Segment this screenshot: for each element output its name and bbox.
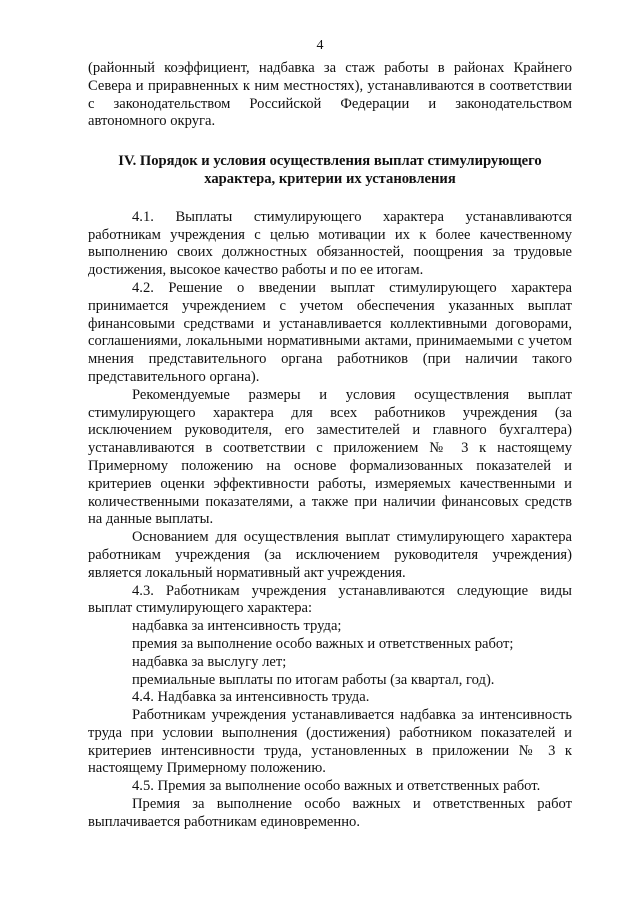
- paragraph-bonus: Премия за выполнение особо важных и ответственных работ выплачивается работникам единовременно.: [88, 796, 572, 830]
- paragraph-4-5: 4.5. Премия за выполнение особо важных и ответственных работ.: [132, 778, 541, 795]
- paragraph-recommended: Рекомендуемые размеры и условия осуществления выплат стимулирующего характера для всех работников учреждения (за исключением руководителя, его заместителей и главного бухгалтера) устанавливаются в соответствии с приложением № 3 к настоящему Примерному положению на основе формализованных показателей и критериев оценки эффективности работы, измеряемых качественными и количественными показателями, а также при наличии финансовых средств на данные выплаты.: [88, 386, 572, 528]
- list-item: премия за выполнение особо важных и ответственных работ;: [132, 635, 514, 652]
- document-body: [88, 60, 572, 832]
- paragraph-4-3: 4.3. Работникам учреждения устанавливаются следующие виды выплат стимулирующего характера:: [88, 582, 572, 617]
- section-heading: IV. Порядок и условия осуществления выплат стимулирующего характера, критерии их установления: [118, 153, 542, 187]
- list-item: надбавка за выслугу лет;: [132, 653, 287, 670]
- page-number: 4: [316, 38, 324, 53]
- paragraph-4-4: 4.4. Надбавка за интенсивность труда.: [132, 689, 370, 706]
- paragraph-4-2: 4.2. Решение о введении выплат стимулирующего характера принимается учреждением с учетом обеспечения указанных выплат финансовыми средствами и устанавливается коллективными договорами, соглашениями, локальными нормативными актами, принимаемыми с учетом мнения представительного органа работников (при наличии такого представительного органа).: [88, 279, 572, 385]
- paragraph-4-1: 4.1. Выплаты стимулирующего характера устанавливаются работникам учреждения с целью мотивации их к более качественному выполнению своих должностных обязанностей, поощрения за трудовые достижения, высокое качество работы и по ее итогам.: [88, 208, 572, 279]
- intro-paragraph: (районный коэффициент, надбавка за стаж работы в районах Крайнего Севера и приравненных к ним местностях), устанавливаются в соответствии с законодательством Российской Федерации и законодательством автономного округа.: [88, 60, 572, 130]
- list-item: премиальные выплаты по итогам работы (за квартал, год).: [132, 671, 495, 688]
- list-item: надбавка за интенсивность труда;: [132, 618, 342, 635]
- paragraph-intensity: Работникам учреждения устанавливается надбавка за интенсивность труда при условии выполнения (достижения) работником показателей и критериев интенсивности труда, установленных в приложении № 3 к настоящему Примерному положению.: [88, 707, 572, 777]
- paragraph-basis: Основанием для осуществления выплат стимулирующего характера работникам учреждения (за исключением руководителя учреждения) является локальный нормативный акт учреждения.: [88, 529, 572, 581]
